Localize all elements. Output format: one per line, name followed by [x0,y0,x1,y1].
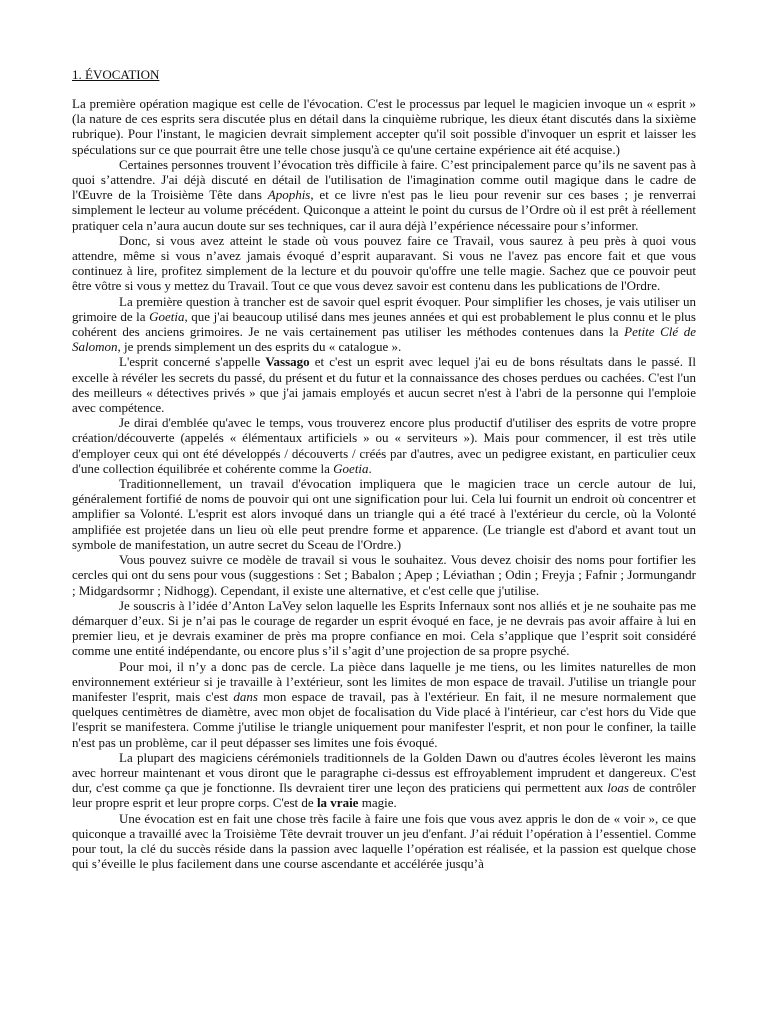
text-run: Vous pouvez suivre ce modèle de travail si vous le souhaitez. Vous devez choisir des noms pour fortifier les cercles qui ont du sens pour vous (suggestions : Set ; Babalon ; Apep ; Léviathan ; Odin ; Freyja ; Fafnir ; Jormungandr ; Midgardsormr ; Nidhogg). Cependant, il existe une alternative, et c'est celle que j'utilise. [72,552,696,598]
document-body [72,96,696,871]
italic-text: loas [607,780,629,796]
paragraph [72,354,696,415]
text-run: , je prends simplement un des esprits du « catalogue ». [117,339,402,355]
text-run: Certaines personnes trouvent l’évocation très difficile à faire. C’est principalement parce qu’ils ne savent pas à quoi s’attendre. J'ai déjà discuté en détail de l'utilisation de l'imagination comme outil magique dans le cadre de l'Œuvre de la Troisième Tête dans [72,156,696,203]
text-run: La première opération magique est celle de l'évocation. C'est le processus par lequel le magicien invoque un « esprit » (la nature de ces esprits sera discutée plus en détail dans la cinquième rubrique, les dieux étant discutés dans la sixième rubrique). Pour l'instant, le magicien devrait simplement accepter qu'il soit possible d'invoquer un esprit et laisser les spéculations sur ce que pourrait être une telle chose jusqu'à ce qu'une certaine expérience ait été acquise.) [72,96,696,157]
paragraph [72,294,696,355]
text-run: Donc, si vous avez atteint le stade où vous pouvez faire ce Travail, vous saurez à peu près à quoi vous attendre, même si vous n’avez jamais évoqué d’esprit auparavant. Si vous ne l'avez pas encore fait et que vous continuez à lire, profitez simplement de la lecture et du pouvoir qu'offre une telle magie. Sachez que ce pouvoir peut être vôtre si vous y mettez du Travail. Tout ce que vous devez savoir est contenu dans les publications de l'Ordre. [72,232,696,294]
text-run: et c'est un esprit avec lequel j'ai eu de bons résultats dans le passé. Il excelle à révéler les secrets du passé, du présent et du futur et la connaissance des choses perdues ou cachées. C'est l'un des meilleurs « détectives privés » que j'ai jamais employés et aucun secret n'est à l'abri de la personne qui l'emploie avec compétence. [72,354,696,416]
text-run: Pour moi, il n’y a donc pas de cercle. La pièce dans laquelle je me tiens, ou les limites naturelles de mon environnement extérieur si je travaille à l’extérieur, sont les limites de mon espace de travail. J'utilise un triangle pour manifester l'esprit, mais c'est [72,658,696,704]
document-page [72,67,696,871]
italic-text: dans [233,688,258,704]
text-run: La plupart des magiciens cérémoniels traditionnels de la Golden Dawn ou d'autres écoles lèveront les mains avec horreur maintenant et vous diront que le paragraphe ci-dessus est effroyablement imprudent et dangereux. C'est dur, c'est comme ça que je fonctionne. Ils devraient tirer une leçon des praticiens qui permettent aux [72,749,696,796]
italic-text: Petite Clé de Salomon [72,324,696,355]
text-run: Je souscris à l’idée d’Anton LaVey selon laquelle les Esprits Infernaux sont nos alliés et je ne souhaite pas me démarquer d’eux. Si je n’ai pas le courage de regarder un esprit évoqué en face, je ne devrais pas avoir affaire à lui en premier lieu, et je devrais examiner de près ma propre confiance en moi. Cela s’applique que l’esprit soit considéré comme une entité indépendante, ou encore plus s’il s’agit d’une projection de sa propre psyché. [72,597,696,659]
paragraph [72,96,696,157]
paragraph [72,811,696,872]
paragraph [72,598,696,659]
paragraph [72,415,696,476]
text-run: L'esprit concerné s'appelle [119,354,266,370]
paragraph [72,659,696,750]
text-run: magie. [358,795,397,811]
text-run: Je dirai d'emblée qu'avec le temps, vous trouverez encore plus productif d'utiliser des esprits de votre propre création/découverte (appelés « élémentaux artificiels » ou « serviteurs »). Mais pour commencer, il est très utile d'employer ceux qui ont été développés / découverts / créés par d'autres, avec un pedigree existant, en particulier ceux d'une collection équilibrée et cohérente comme la [72,415,696,476]
text-run: de contrôler leur propre esprit et leur propre corps. C'est de [72,780,696,811]
text-run: Une évocation est en fait une chose très facile à faire une fois que vous avez appris le don de « voir », ce que quiconque a travaillé avec la Troisième Tête devrait trouver un jeu d'enfant. J’ai réduit l’opération à l’essentiel. Comme pour tout, la clé du succès réside dans la passion avec laquelle l’opération est réalisée, et la passion est quelque chose qui s’éveille le plus facilement dans une course ascendante et accélérée jusqu’à [72,810,696,872]
bold-text: la vraie [316,795,359,811]
text-run: mon espace de travail, pas à l'extérieur. En fait, il ne mesure normalement que quelques centimètres de diamètre, avec mon objet de focalisation du Vide placé à l'intérieur, car c'est hors du Vide que l'esprit se manifestera. Comme j'utilise le triangle uniquement pour manifester l'esprit, et non pour le confiner, la taille n'est pas un problème, car il peut dépasser ses limites une fois évoqué. [72,688,696,750]
paragraph [72,750,696,811]
text-run: . [368,460,372,476]
text-run: , et ce livre n'est pas le lieu pour revenir sur ces bases ; je renverrai simplement le lecteur au volume précédent. Quiconque a atteint le point du cursus de l’Ordre où il est prêt à réellement pratiquer cela n’aura aucun doute sur ses techniques, car il aura déjà l’expérience nécessaire pour s’informer. [72,187,696,233]
text-run: Traditionnellement, un travail d'évocation impliquera que le magicien trace un cercle autour de lui, généralement fortifié de noms de pouvoir qui ont une signification pour lui. Cela lui fournit un endroit où concentrer et amplifier sa Volonté. L'esprit est alors invoqué dans un triangle qui a été tracé à l'extérieur du cercle, où la Volonté amplifiée est projetée dans un lieu où elle peut prendre forme et apparence. (Le triangle est d'abord et avant tout un symbole de manifestation, un autre secret du Sceau de l'Ordre.) [72,476,696,552]
paragraph [72,233,696,294]
italic-text: Apophis [267,187,311,203]
paragraph [72,157,696,233]
text-run: La première question à trancher est de savoir quel esprit évoquer. Pour simplifier les choses, je vais utiliser un grimoire de la [72,293,696,324]
text-run: , que j'ai beaucoup utilisé dans mes jeunes années et qui est probablement le plus connu et le plus cohérent des anciens grimoires. Je ne vais certainement pas utiliser les méthodes contenues dans la [72,308,696,340]
paragraph [72,552,696,598]
paragraph [72,476,696,552]
bold-text: Vassago [265,354,310,370]
italic-text: Goetia [149,308,185,324]
italic-text: Goetia [333,460,369,476]
section-title: 1. ÉVOCATION [72,67,160,82]
